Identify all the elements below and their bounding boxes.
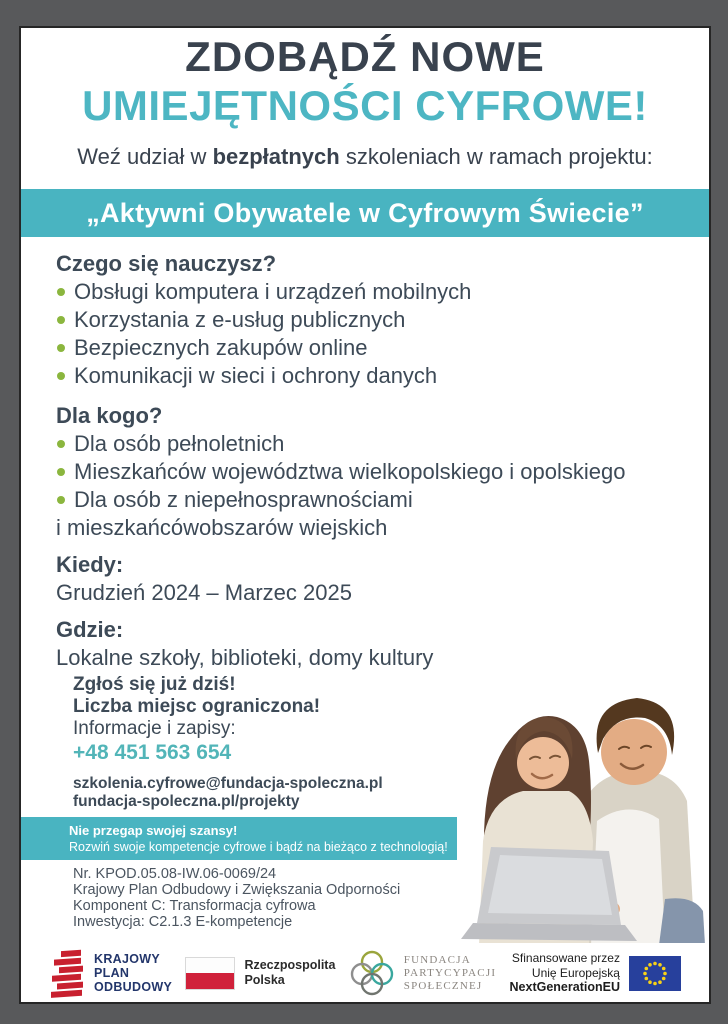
photo-two-people-laptop xyxy=(431,657,709,945)
list-item xyxy=(56,430,694,458)
phone-number: +48 451 563 654 xyxy=(73,741,232,764)
bullet-icon xyxy=(57,496,65,504)
reference-line: Inwestycja: C2.1.3 E-kompetencje xyxy=(73,914,293,930)
cta-banner xyxy=(21,817,457,860)
bullet-text: Bezpiecznych zakupów online xyxy=(74,335,368,360)
kpo-line: ODBUDOWY xyxy=(94,980,173,994)
list-item xyxy=(56,458,694,486)
project-title: „Aktywni Obywatele w Cyfrowym Świecie” xyxy=(86,197,644,228)
kpo-line: PLAN xyxy=(94,966,130,980)
list-item xyxy=(56,486,694,514)
bullet-text: Mieszkańców województwa wielkopolskiego i opolskiego xyxy=(74,459,626,484)
list-item xyxy=(56,362,694,390)
spacer xyxy=(73,765,383,775)
list-item xyxy=(56,278,694,306)
intro-prefix: Weź udział w xyxy=(77,144,213,169)
reference-block xyxy=(73,866,400,930)
foundation-line: FUNDACJA xyxy=(403,953,471,966)
bullet-icon xyxy=(57,372,65,380)
reference-line: Nr. KPOD.05.08-IW.06-0069/24 xyxy=(73,866,277,882)
website-url: fundacja-spoleczna.pl/projekty xyxy=(73,793,300,810)
kpo-logo-icon xyxy=(49,948,85,998)
bullet-list-who xyxy=(56,430,694,514)
eu-flag-icon xyxy=(629,956,681,991)
foundation-label xyxy=(404,954,496,993)
foundation-logo-icon xyxy=(349,950,395,996)
bullet-icon xyxy=(57,468,65,476)
headline-accent: UMIEJĘTNOŚCI CYFROWE! xyxy=(82,82,648,129)
bullet-text: Dla osób pełnoletnich xyxy=(74,431,285,456)
reference-line: Komponent C: Transformacja cyfrowa xyxy=(73,898,316,914)
reference-line: Krajowy Plan Odbudowy i Zwiększania Odporności xyxy=(73,882,401,898)
cta-banner-line2: Rozwiń swoje kompetencje cyfrowe i bądź na bieżąco z technologią! xyxy=(69,840,448,854)
bullet-text: Obsługi komputera i urządzeń mobilnych xyxy=(74,279,472,304)
foundation-line: SPOŁECZNEJ xyxy=(403,979,483,992)
bullet-text: Komunikacji w sieci i ochrony danych xyxy=(74,363,438,388)
when-value: Grudzień 2024 – Marzec 2025 xyxy=(56,580,352,605)
email-address: szkolenia.cyfrowe@fundacja-spoleczna.pl xyxy=(73,775,383,792)
info-label: Informacje i zapisy: xyxy=(73,718,236,739)
poland-label xyxy=(244,958,335,988)
poland-line: Rzeczpospolita xyxy=(244,958,336,972)
section-heading-when: Kiedy: xyxy=(56,552,124,577)
kpo-line: KRAJOWY xyxy=(94,952,160,966)
section-heading-who: Dla kogo? xyxy=(56,403,163,428)
section-heading-learn: Czego się nauczysz? xyxy=(56,251,277,276)
eu-funding-logo xyxy=(510,951,681,995)
who-extra-line: i mieszkańcówobszarów wiejskich xyxy=(56,515,388,540)
intro-suffix: szkoleniach w ramach projektu: xyxy=(339,144,653,169)
list-item xyxy=(56,306,694,334)
intro-text xyxy=(21,144,709,170)
headline-primary: ZDOBĄDŹ NOWE xyxy=(185,33,545,80)
foundation-logo xyxy=(349,950,496,996)
eu-line: Unię Europejską xyxy=(531,965,620,980)
bullet-icon xyxy=(57,316,65,324)
cta-banner-line1: Nie przegap swojej szansy! xyxy=(69,823,238,838)
bullet-icon xyxy=(57,440,65,448)
bullet-text: Korzystania z e-usług publicznych xyxy=(74,307,406,332)
project-title-banner xyxy=(21,189,709,237)
kpo-logo-text xyxy=(94,952,172,994)
foundation-line: PARTYCYPACJI xyxy=(403,966,497,979)
list-item xyxy=(56,334,694,362)
poland-line: Polska xyxy=(244,973,285,987)
bullet-icon xyxy=(57,344,65,352)
section-heading-where: Gdzie: xyxy=(56,617,124,642)
bullet-text: Dla osób z niepełnosprawnościami xyxy=(74,487,413,512)
poster xyxy=(19,26,711,1004)
eu-line: Sfinansowane przez xyxy=(511,951,620,966)
kpo-logo xyxy=(49,948,172,998)
where-value: Lokalne szkoły, biblioteki, domy kultury xyxy=(56,645,434,670)
eu-line-bold: NextGenerationEU xyxy=(509,980,620,995)
poland-logo xyxy=(185,957,335,990)
headline-block xyxy=(21,32,709,130)
cta-line-1: Zgłoś się już dziś! xyxy=(73,674,236,695)
cta-line-2: Liczba miejsc ograniczona! xyxy=(73,696,321,717)
intro-bold: bezpłatnych xyxy=(212,144,340,169)
contact-block xyxy=(73,674,383,811)
footer-logos xyxy=(21,943,709,1003)
bullet-icon xyxy=(57,288,65,296)
eu-funding-label xyxy=(510,951,620,995)
bullet-list-learn xyxy=(56,278,694,390)
poland-flag-icon xyxy=(185,957,235,990)
main-content xyxy=(56,250,694,672)
